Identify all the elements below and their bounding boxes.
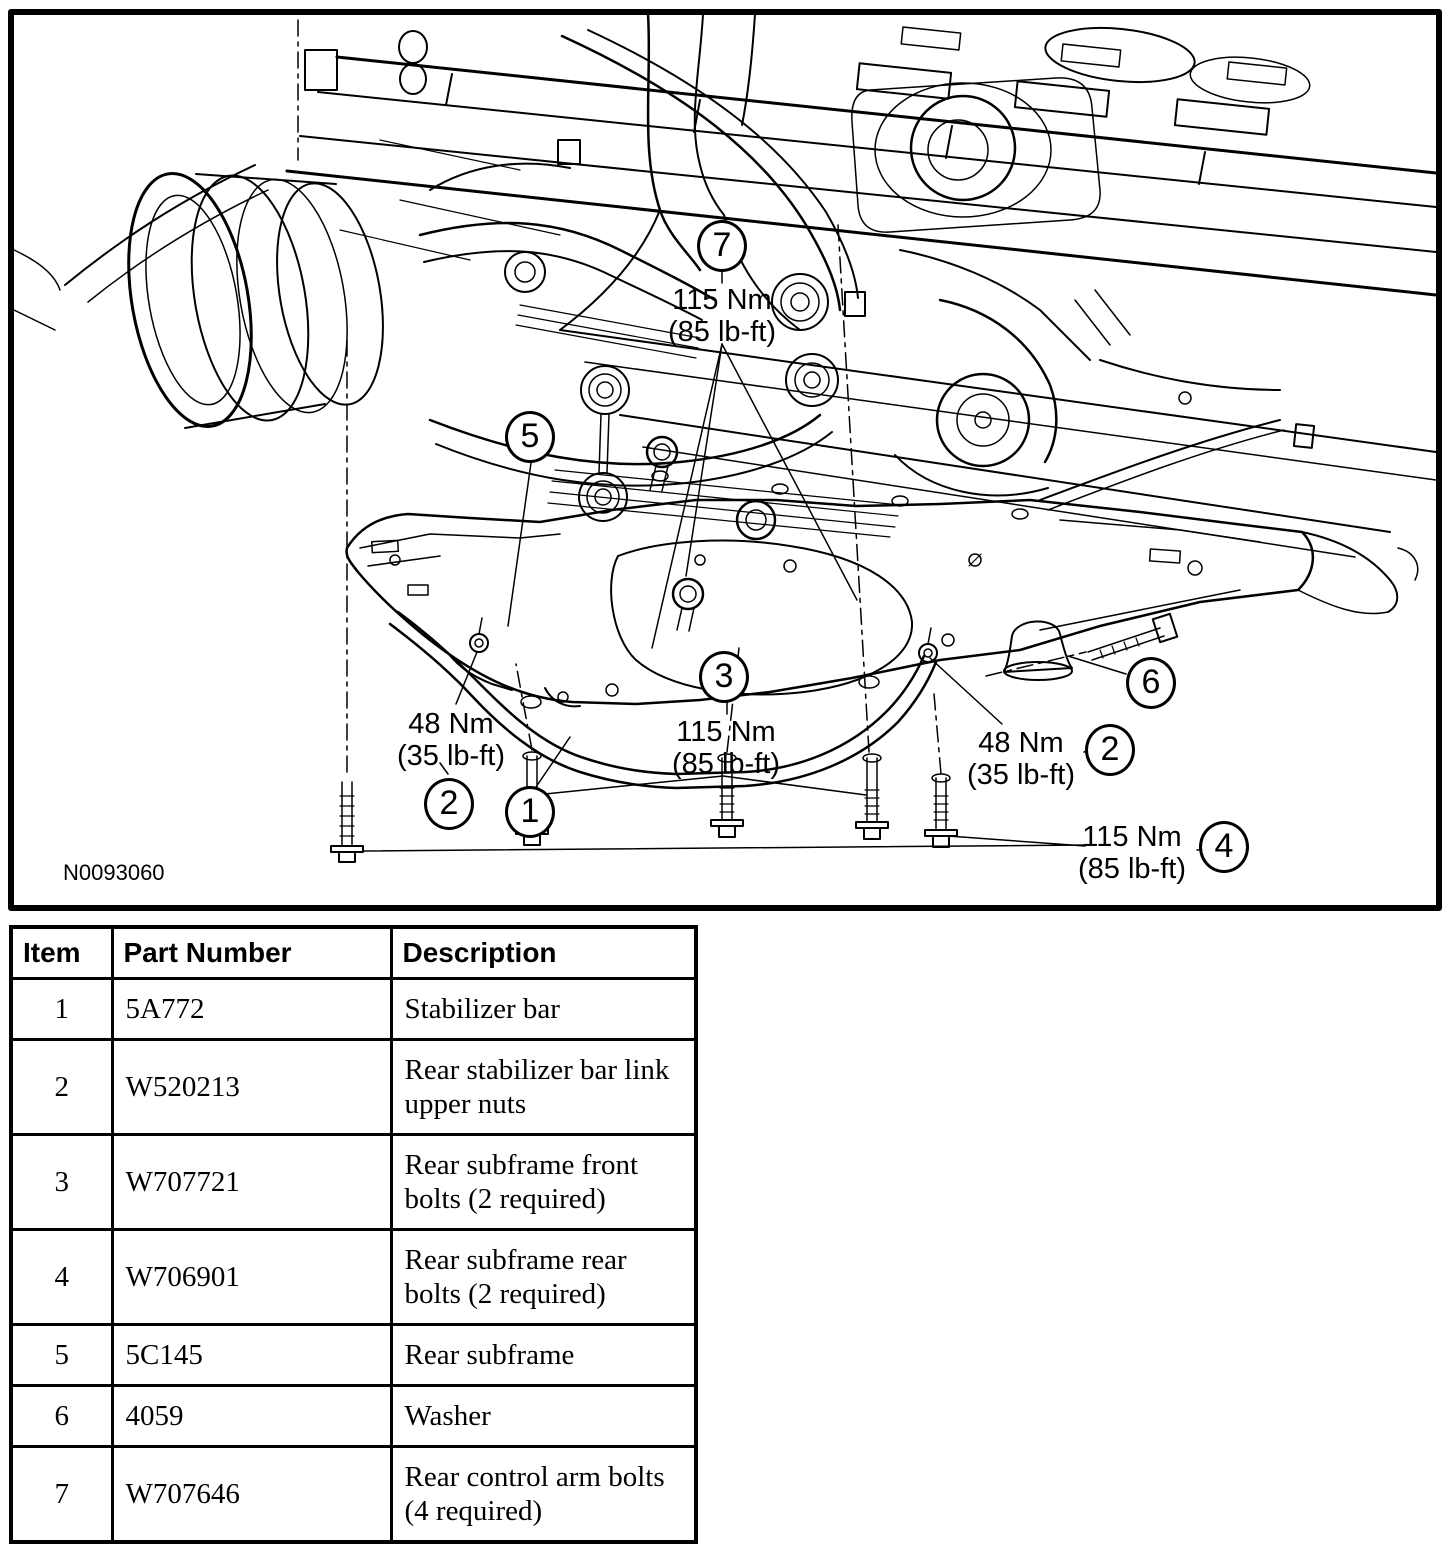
callout-3: 3 [699,651,749,703]
column-header-description: Description [391,927,696,979]
parts-table [9,925,698,1544]
right-suspension [895,250,1284,510]
callout-2: 2 [424,778,474,830]
part-number-cell: 5C145 [112,1325,391,1386]
brake-drum [111,164,545,436]
description-cell: Rear subframe front bolts (2 required) [391,1135,696,1230]
item-cell: 7 [11,1447,112,1543]
description-cell: Rear control arm bolts (4 required) [391,1447,696,1543]
description-cell: Stabilizer bar [391,979,696,1040]
part-number-cell: 5A772 [112,979,391,1040]
rear-subframe [347,500,1418,708]
table-row-item-7 [11,1447,696,1543]
table-row-item-5 [11,1325,696,1386]
table-row-item-6 [11,1386,696,1447]
item-cell: 2 [11,1040,112,1135]
figure-id: N0093060 [63,860,165,885]
column-header-item: Item [11,927,112,979]
table-row-item-3 [11,1135,696,1230]
callout-2: 2 [1085,724,1135,776]
item-cell: 5 [11,1325,112,1386]
item-cell: 4 [11,1230,112,1325]
torque-label-4: 115 Nm (85 lb-ft) [1078,821,1186,885]
item-cell: 3 [11,1135,112,1230]
callout-4: 4 [1199,821,1249,873]
table-header-row [11,927,696,979]
table-row-item-4 [11,1230,696,1325]
part-number-cell: W707721 [112,1135,391,1230]
table-row-item-2 [11,1040,696,1135]
part-number-cell: W706901 [112,1230,391,1325]
part-number-cell: W707646 [112,1447,391,1543]
callout-5: 5 [505,411,555,463]
callout-1: 1 [505,786,555,838]
description-cell: Washer [391,1386,696,1447]
spare-tire-well [852,21,1312,232]
callout-6: 6 [1126,657,1176,709]
column-header-part-number: Part Number [112,927,391,979]
part-number-cell: 4059 [112,1386,391,1447]
description-cell: Rear subframe rear bolts (2 required) [391,1230,696,1325]
table-row-item-1 [11,979,696,1040]
torque-label-3: 48 Nm (35 lb-ft) [967,727,1075,791]
part-number-cell: W520213 [112,1040,391,1135]
torque-label-2: 115 Nm (85 lb-ft) [672,716,780,780]
item-cell: 6 [11,1386,112,1447]
description-cell: Rear subframe [391,1325,696,1386]
torque-label-0: 115 Nm (85 lb-ft) [668,284,776,348]
callout-7: 7 [697,220,747,272]
item-cell: 1 [11,979,112,1040]
torque-label-1: 48 Nm (35 lb-ft) [397,708,505,772]
description-cell: Rear stabilizer bar link upper nuts [391,1040,696,1135]
